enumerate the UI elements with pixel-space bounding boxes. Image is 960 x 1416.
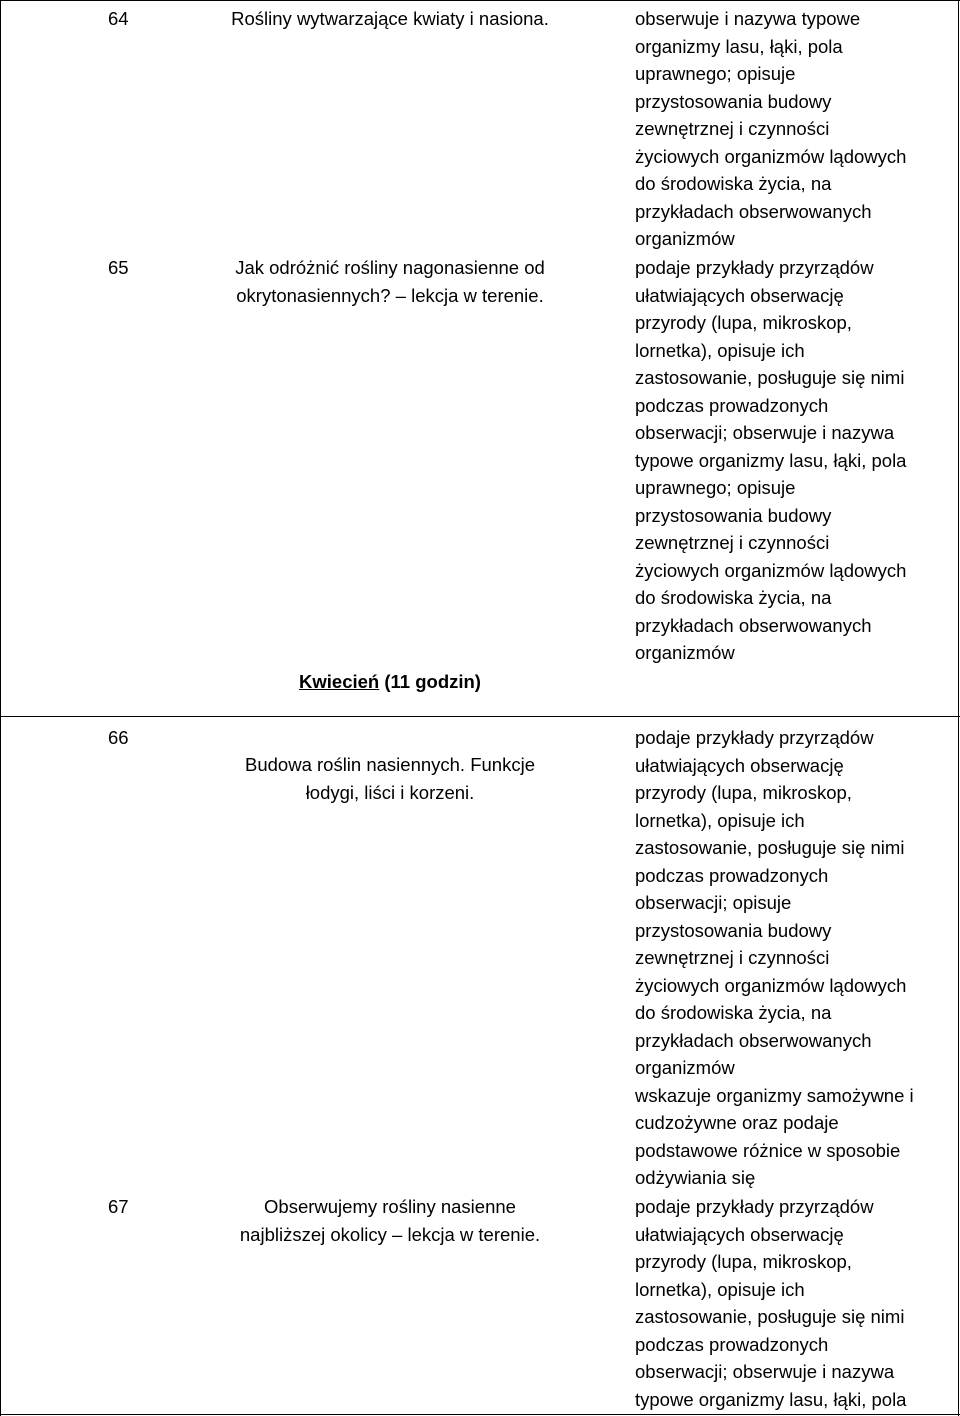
lesson-requirements: podaje przykłady przyrządów ułatwiających obserwację przyrody (lupa, mikroskop, lornetka), opisuje ich zastosowanie, posługuje się nimi podczas prowadzonych obserwacji; obserwuje i nazywa typowe organizmy lasu, łąki, pola uprawnego; opisuje przystosowania budowy zewnętrznej i czynności życiowych organizmów lądowych do środowiska życia, na przykładach obserwowanych organizmów <box>635 257 907 663</box>
lesson-number: 65 <box>108 257 129 278</box>
table-border-left <box>0 0 1 1416</box>
lesson-topic: Rośliny wytwarzające kwiaty i nasiona. <box>231 8 549 29</box>
lesson-topic: Jak odróżnić rośliny nagonasienne od okrytonasiennych? – lekcja w terenie. <box>235 257 545 306</box>
month-name: Kwiecień <box>299 671 380 692</box>
lesson-requirements: podaje przykłady przyrządów ułatwiających obserwację przyrody (lupa, mikroskop, lornetka), opisuje ich zastosowanie, posługuje się nimi podczas prowadzonych obserwacji; opisuje przystosowania budowy zewnętrznej i czynności życiowych organizmów lądowych do środowiska życia, na przykładach obserwowanych organizmów wskazuje organizmy samożywne i cudzożywne oraz podaje podstawowe różnice w sposobie odżywiania się <box>635 727 914 1188</box>
lesson-number: 64 <box>108 8 129 29</box>
lesson-number: 67 <box>108 1196 129 1217</box>
lesson-topic: Obserwujemy rośliny nasienne najbliższej okolicy – lekcja w terenie. <box>239 1196 541 1245</box>
table-border-right <box>958 0 959 1416</box>
month-header <box>150 668 630 696</box>
month-section-divider <box>0 716 960 717</box>
lesson-topic: Budowa roślin nasiennych. Funkcje łodygi, liści i korzeni. <box>245 754 535 803</box>
lesson-requirements: obserwuje i nazywa typowe organizmy lasu, łąki, pola uprawnego; opisuje przystosowania budowy zewnętrznej i czynności życiowych organizmów lądowych do środowiska życia, na przykładach obserwowanych organizmów <box>635 8 907 249</box>
table-border-bottom <box>0 1414 960 1415</box>
lesson-number: 66 <box>108 727 129 748</box>
month-hours: (11 godzin) <box>379 671 481 692</box>
table-border-top <box>0 0 960 1</box>
lesson-requirements: podaje przykłady przyrządów ułatwiających obserwację przyrody (lupa, mikroskop, lornetka), opisuje ich zastosowanie, posługuje się nimi podczas prowadzonych obserwacji; obserwuje i nazywa typowe organizmy lasu, łąki, pola <box>635 1196 907 1410</box>
